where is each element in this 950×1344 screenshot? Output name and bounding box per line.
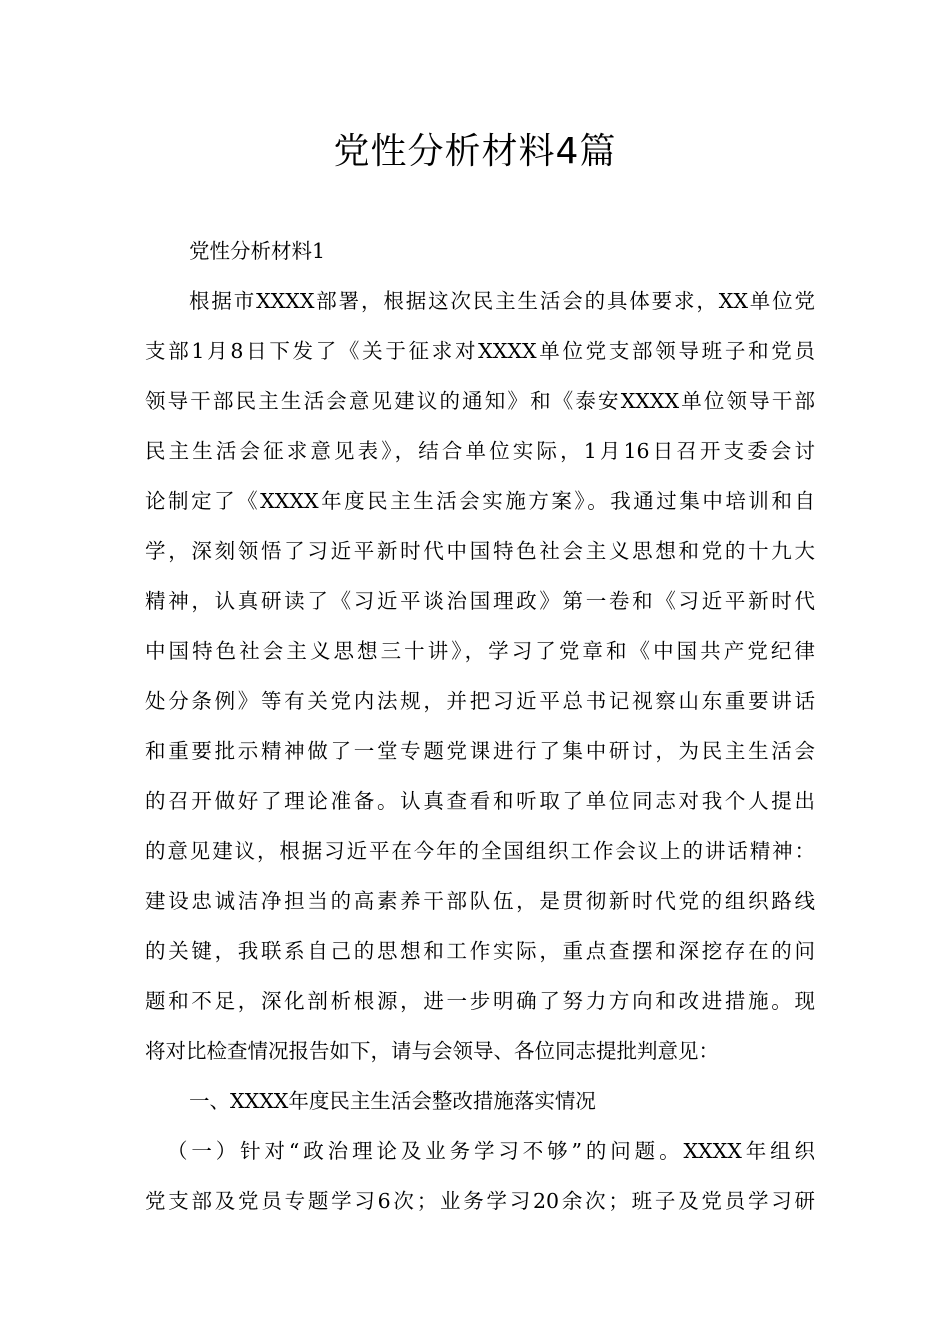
paragraph-2 xyxy=(145,1126,815,1226)
paragraph-line: 将对比检查情况报告如下，请与会领导、各位同志提批判意见： xyxy=(145,1039,719,1063)
paragraph-line: 党支部及党员专题学习6次；业务学习20余次；班子及党员学习研 xyxy=(145,1189,815,1213)
section-heading: 党性分析材料1 xyxy=(189,239,326,263)
paragraph-line: 的召开做好了理论准备。认真查看和听取了单位同志对我个人提出 xyxy=(145,789,815,813)
paragraph-line: 精神，认真研读了《习近平谈治国理政》第一卷和《习近平新时代 xyxy=(145,589,815,613)
document-title: 党性分析材料4篇 xyxy=(333,131,617,172)
subheading: 一、XXXX年度民主生活会整改措施落实情况 xyxy=(189,1089,596,1113)
paragraph-line: 和重要批示精神做了一堂专题党课进行了集中研讨，为民主生活会 xyxy=(145,739,815,763)
paragraph-line: 领导干部民主生活会意见建议的通知》和《泰安XXXX单位领导干部 xyxy=(145,389,815,413)
paragraph-line: 处分条例》等有关党内法规，并把习近平总书记视察山东重要讲话 xyxy=(145,689,815,713)
paragraph-line: （一）针对“政治理论及业务学习不够”的问题。XXXX年组织 xyxy=(167,1139,815,1163)
document-body xyxy=(145,226,815,1226)
paragraph-line: 题和不足，深化剖析根源，进一步明确了努力方向和改进措施。现 xyxy=(145,989,815,1013)
paragraph-line: 建设忠诚洁净担当的高素养干部队伍，是贯彻新时代党的组织路线 xyxy=(145,889,815,913)
paragraph-line: 的关键，我联系自己的思想和工作实际，重点查摆和深挖存在的问 xyxy=(145,939,815,963)
paragraph-line: 支部1月8日下发了《关于征求对XXXX单位党支部领导班子和党员 xyxy=(145,339,815,363)
paragraph-line: 根据市XXXX部署，根据这次民主生活会的具体要求，XX单位党 xyxy=(189,289,815,313)
paragraph-1 xyxy=(145,276,815,1076)
paragraph-line: 的意见建议，根据习近平在今年的全国组织工作会议上的讲话精神： xyxy=(145,839,815,863)
paragraph-line: 学，深刻领悟了习近平新时代中国特色社会主义思想和党的十九大 xyxy=(145,539,815,563)
paragraph-line: 论制定了《XXXX年度民主生活会实施方案》。我通过集中培训和自 xyxy=(145,489,815,513)
paragraph-line: 中国特色社会主义思想三十讲》，学习了党章和《中国共产党纪律 xyxy=(145,639,815,663)
paragraph-line: 民主生活会征求意见表》，结合单位实际，1月16日召开支委会讨 xyxy=(145,439,815,463)
